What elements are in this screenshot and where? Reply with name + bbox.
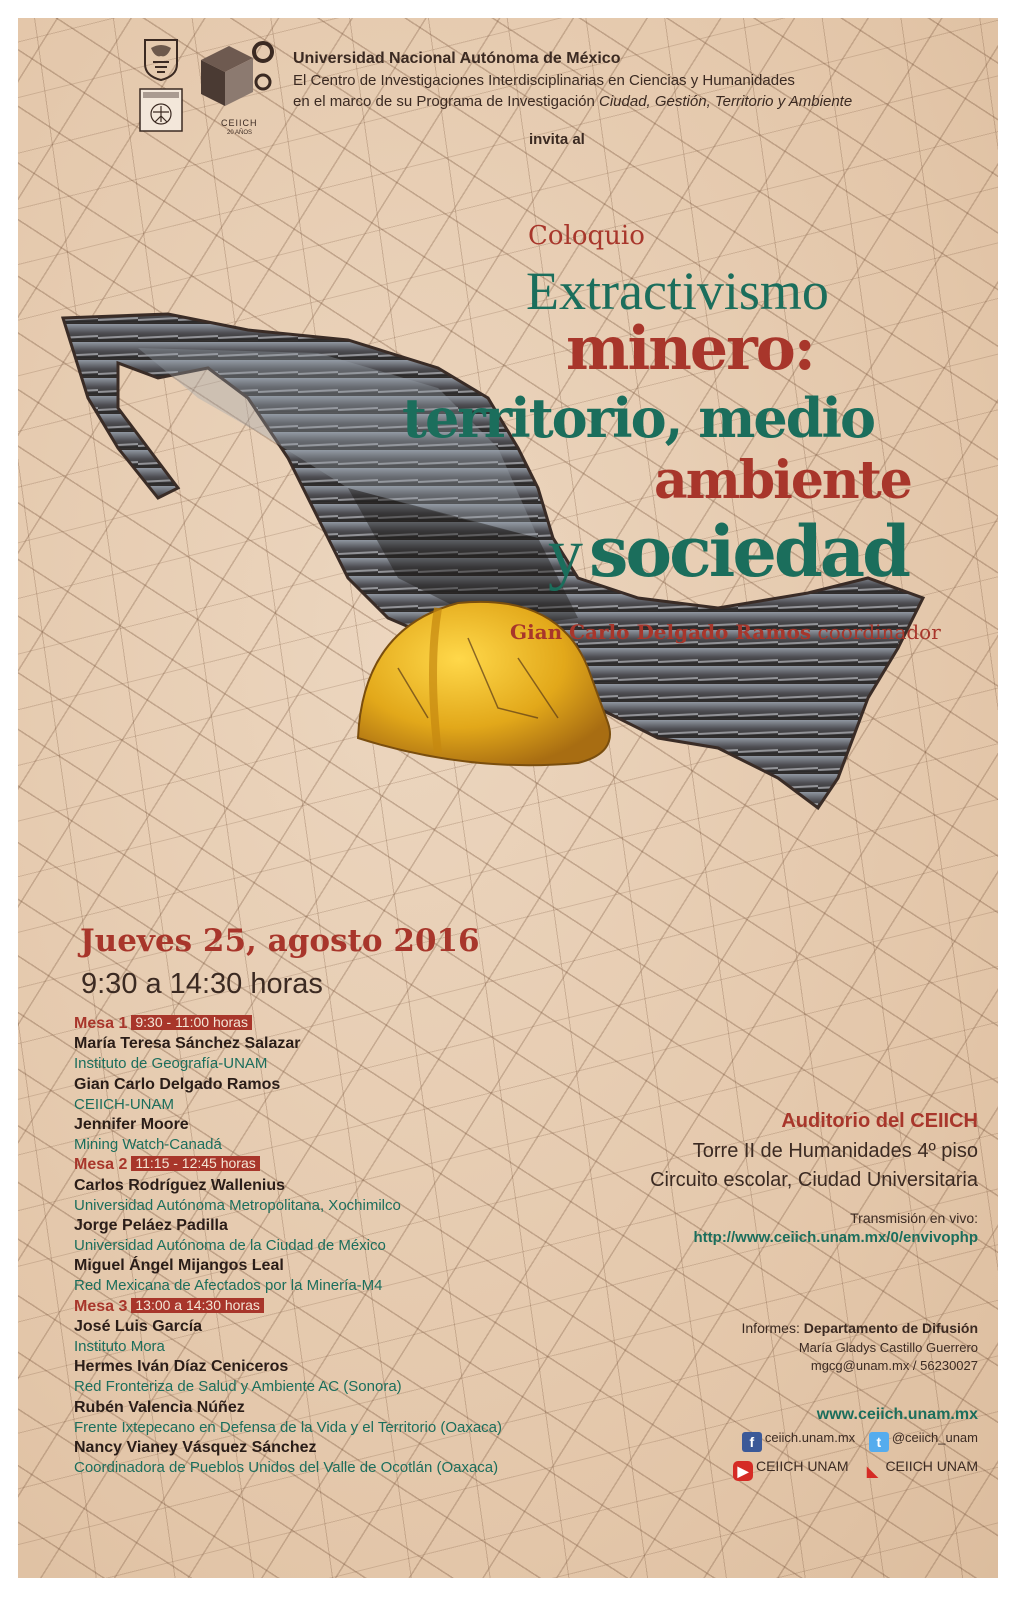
speaker-name: José Luis García (74, 1317, 203, 1335)
mesa-1-time: 9:30 - 11:00 horas (131, 1015, 252, 1030)
facebook-link[interactable]: ceiich.unam.mx (764, 1430, 856, 1445)
coordinator-role: coordinador (811, 620, 941, 644)
stream-label: Transmisión en vivo: (850, 1210, 978, 1226)
mesa-1-header (74, 1014, 534, 1034)
twitter-icon: t (869, 1432, 889, 1452)
info-line (742, 1320, 979, 1336)
speaker-name: Nancy Vianey Vásquez Sánchez (74, 1438, 317, 1456)
ceiich-cube-icon (193, 32, 279, 118)
speaker-name: Jennifer Moore (74, 1115, 189, 1133)
speaker-name: Jorge Peláez Padilla (74, 1216, 228, 1234)
title-kicker: Coloquio (528, 221, 645, 251)
speaker-institution: Universidad Autónoma de la Ciudad de México (74, 1237, 386, 1255)
header-program-name: Ciudad, Gestión, Territorio y Ambiente (599, 93, 853, 110)
coordinator (510, 620, 941, 644)
mesa-3-time: 13:00 a 14:30 horas (131, 1298, 264, 1313)
header-center: El Centro de Investigaciones Interdisciplinarias en Ciencias y Humanidades (293, 72, 795, 89)
venue-address-2: Circuito escolar, Ciudad Universitaria (650, 1169, 978, 1191)
title-line-5 (548, 510, 908, 594)
speaker-institution: Universidad Autónoma Metropolitana, Xochimilco (74, 1196, 401, 1214)
speaker-name: Gian Carlo Delgado Ramos (74, 1075, 281, 1093)
speaker-name: Hermes Iván Díaz Ceniceros (74, 1358, 289, 1376)
invita-text: invita al (529, 131, 585, 148)
twitter-link[interactable]: @ceiich_unam (891, 1430, 978, 1445)
event-hours: 9:30 a 14:30 horas (81, 968, 323, 1000)
mesa-3-label: Mesa 3 (74, 1297, 128, 1315)
speaker-institution: Instituto Mora (74, 1338, 165, 1355)
speaker-institution: Mining Watch-Canadá (74, 1136, 222, 1154)
mesa-2-header (74, 1155, 534, 1175)
ceiich-logo-sub: 20 AÑOS (227, 130, 253, 136)
social-row-1 (732, 1430, 978, 1452)
event-date: Jueves 25, agosto 2016 (80, 923, 480, 959)
speaker-institution: CEIICH-UNAM (74, 1095, 174, 1113)
youtube-icon: ▶ (733, 1461, 753, 1481)
facebook-icon: f (742, 1432, 762, 1452)
speaker-institution: Coordinadora de Pueblos Unidos del Valle de Ocotlán (Oaxaca) (74, 1459, 499, 1477)
mesa-2-time: 11:15 - 12:45 horas (131, 1156, 259, 1171)
header-program (293, 93, 852, 110)
title-line-3: territorio, medio (402, 386, 875, 450)
speaker-institution: Red Fronteriza de Salud y Ambiente AC (Sonora) (74, 1378, 402, 1396)
title-line-2: minero: (566, 314, 814, 384)
mesa-2-label: Mesa 2 (74, 1156, 128, 1174)
social-row-2 (723, 1458, 978, 1481)
schedule (74, 1014, 534, 1478)
website-link[interactable]: www.ceiich.unam.mx (816, 1406, 978, 1423)
youtube-link[interactable]: CEIICH UNAM (755, 1458, 849, 1474)
mesa-1-label: Mesa 1 (74, 1015, 128, 1032)
info-person: María Gladys Castillo Guerrero (798, 1340, 978, 1355)
title-line-5-sociedad: sociedad (589, 510, 909, 593)
ceiich-logo-text: CEIICH (221, 118, 258, 128)
title-line-5-y: y (548, 515, 583, 592)
speaker-name: Carlos Rodríguez Wallenius (74, 1176, 285, 1194)
channel-link[interactable]: CEIICH UNAM (885, 1458, 978, 1474)
speaker-name: María Teresa Sánchez Salazar (74, 1035, 301, 1053)
coordinator-name: Gian Carlo Delgado Ramos (510, 620, 812, 644)
ceiich-vitruvian-logo (139, 88, 183, 132)
stream-link[interactable]: http://www.ceiich.unam.mx/0/envivophp (693, 1229, 978, 1246)
speaker-institution: Red Mexicana de Afectados por la Minería-M4 (74, 1277, 383, 1295)
header-program-prefix: en el marco de su Programa de Investigación (293, 93, 599, 110)
speaker-institution: Instituto de Geografía-UNAM (74, 1055, 268, 1073)
venue-address-1: Torre II de Humanidades 4º piso (692, 1140, 978, 1162)
unam-seal-logo (141, 36, 181, 82)
poster (18, 18, 998, 1578)
venue-name: Auditorio del CEIICH (781, 1110, 978, 1132)
speaker-name: Rubén Valencia Núñez (74, 1398, 245, 1416)
speaker-institution: Frente Ixtepecano en Defensa de la Vida y el Territorio (Oaxaca) (74, 1418, 503, 1436)
header-university: Universidad Nacional Autónoma de México (293, 50, 621, 67)
title-line-4: ambiente (654, 450, 911, 511)
title-line-1: Extractivismo (526, 261, 829, 321)
info-contact: mgcg@unam.mx / 56230027 (810, 1358, 978, 1373)
info-label: Informes: (741, 1320, 804, 1336)
info-dept: Departamento de Difusión (803, 1320, 978, 1336)
ceiich-30-logo (193, 32, 279, 142)
speaker-name: Miguel Ángel Mijangos Leal (74, 1257, 284, 1275)
channel-icon: ◣ (867, 1463, 878, 1479)
mesa-3-header (74, 1297, 534, 1317)
